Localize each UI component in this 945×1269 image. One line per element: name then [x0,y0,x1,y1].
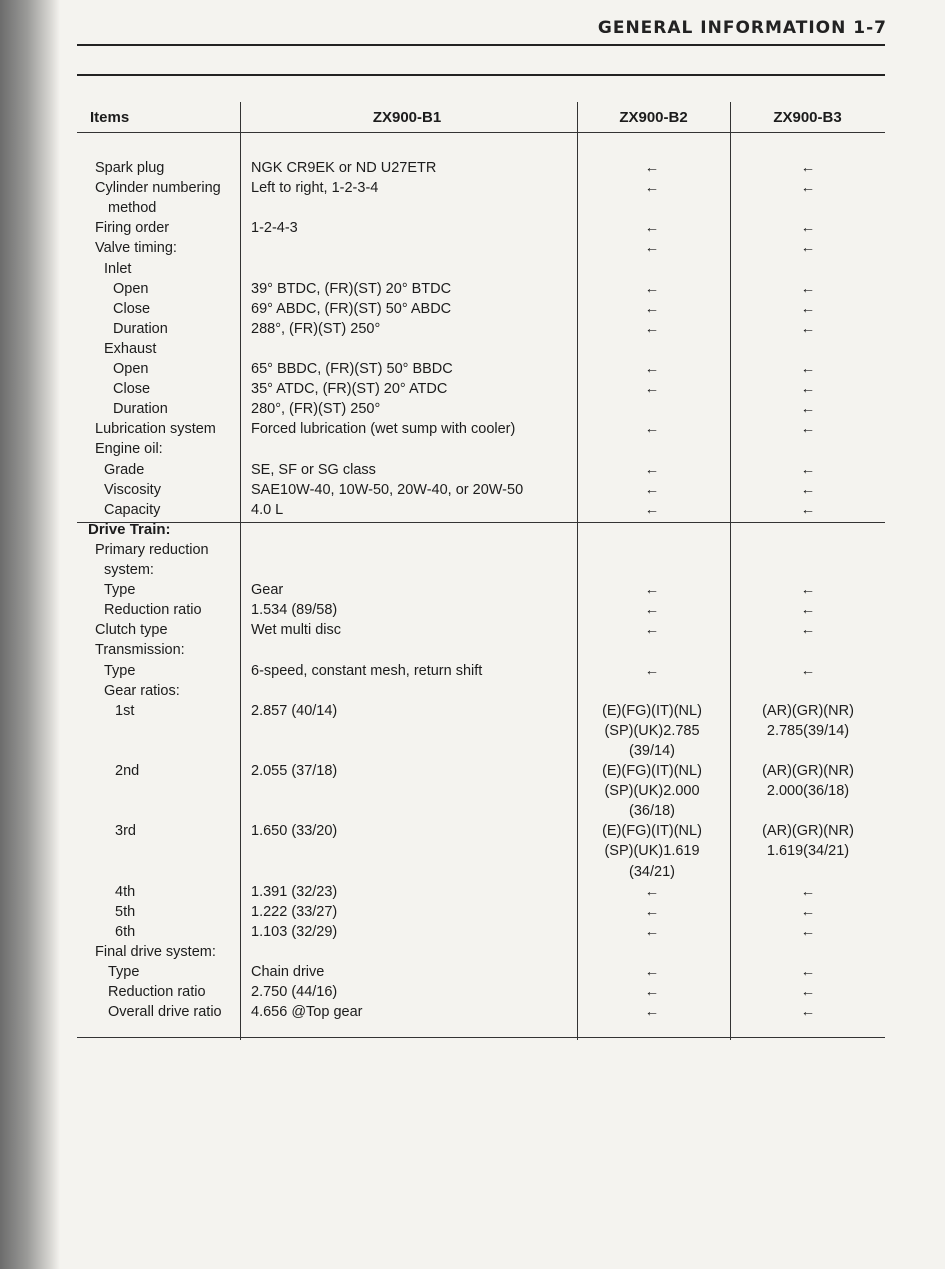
row-item: 1st [115,702,135,719]
row-value-b2: ← [644,501,660,518]
row-value-b1: 2.055 (37/18) [251,763,338,779]
row-value-b2: ← [644,883,660,900]
table-row [77,781,885,801]
row-value-b3: ← [800,903,816,920]
row-value-b3: 1.619(34/21) [766,843,850,860]
row-value-b1: Forced lubrication (wet sump with cooler) [251,421,516,438]
row-item: Close [113,381,151,398]
row-value-b2: ← [644,160,660,176]
row-item: Capacity [104,501,161,518]
table-row [77,238,885,258]
row-value-b2: (E)(FG)(IT)(NL) [602,823,702,840]
row-item: Clutch type [95,622,168,639]
table-row [77,520,885,540]
row-value-b1: 6-speed, constant mesh, return shift [251,662,483,679]
table-row [77,319,885,339]
row-value-b1: 35° ATDC, (FR)(ST) 20° ATDC [251,381,448,398]
row-value-b2: ← [644,582,660,599]
table-row [77,600,885,620]
row-value-b1: SAE10W-40, 10W-50, 20W-40, or 20W-50 [251,481,524,498]
row-item: 6th [115,923,136,940]
row-item: Type [104,662,136,679]
table-row [77,661,885,681]
row-item: Primary reduction [95,541,209,558]
table-row [77,480,885,500]
table-row [77,1002,885,1022]
row-item: Firing order [95,220,170,237]
row-value-b3: ← [800,220,816,237]
row-value-b3: ← [800,501,816,518]
row-value-b2: ← [644,923,660,940]
table-row [77,741,885,761]
header-divider [77,132,885,133]
row-value-b1: 1.534 (89/58) [251,602,338,619]
table-row [77,620,885,640]
table-top-rule [77,74,885,76]
row-value-b2: (39/14) [629,742,675,759]
row-value-b3: ← [800,481,816,498]
row-value-b3: ← [800,320,816,337]
row-value-b3: ← [800,421,816,438]
book-spine-shadow [0,0,60,1269]
row-item: Viscosity [104,481,161,498]
row-value-b2: ← [644,320,660,337]
row-item: Final drive system: [95,943,216,960]
table-row [77,882,885,902]
row-value-b3: ← [800,964,816,980]
row-value-b2: ← [644,964,660,980]
table-row [77,158,885,178]
row-value-b2: ← [644,180,660,197]
row-value-b1: SE, SF or SG class [251,461,376,478]
row-value-b1: 4.0 L [251,501,284,518]
table-row [77,560,885,580]
row-value-b3: ← [800,582,816,599]
row-value-b2: ← [644,361,660,377]
row-value-b2: ← [644,461,660,478]
row-value-b1: 1-2-4-3 [251,220,298,237]
row-value-b1: 1.222 (33/27) [251,903,338,920]
row-value-b2: (E)(FG)(IT)(NL) [602,763,702,779]
row-value-b3: 2.000(36/18) [766,783,850,800]
table-row [77,801,885,821]
row-value-b3: ← [800,160,816,176]
row-value-b1: 2.750 (44/16) [251,984,338,1001]
row-value-b1: NGK CR9EK or ND U27ETR [251,160,437,176]
row-value-b2: (SP)(UK)2.785 [604,722,700,739]
row-value-b1: 1.391 (32/23) [251,883,338,900]
table-row [77,942,885,962]
row-item: Grade [104,461,145,478]
row-value-b2: ← [644,481,660,498]
row-value-b1: 280°, (FR)(ST) 250° [251,401,381,418]
table-row [77,178,885,198]
row-value-b1: 288°, (FR)(ST) 250° [251,320,381,337]
table-row [77,841,885,861]
row-value-b1: Gear [251,582,284,599]
row-item: Cylinder numbering [95,180,221,197]
row-value-b2: ← [644,381,660,398]
row-item: Overall drive ratio [108,1004,222,1021]
table-row [77,540,885,560]
row-value-b1: 39° BTDC, (FR)(ST) 20° BTDC [251,280,452,297]
table-row [77,198,885,218]
row-value-b1: 2.857 (40/14) [251,702,338,719]
table-row [77,902,885,922]
table-row [77,218,885,238]
row-item: Spark plug [95,160,165,176]
table-row [77,339,885,359]
table-row [77,580,885,600]
row-item: Drive Train: [88,520,171,538]
row-item: Reduction ratio [104,602,202,619]
row-item: Gear ratios: [104,682,180,699]
row-item: Reduction ratio [108,984,206,1001]
row-value-b1: 65° BBDC, (FR)(ST) 50° BBDC [251,361,453,377]
row-value-b1: 4.656 @Top gear [251,1004,363,1021]
row-value-b3: ← [800,923,816,940]
row-value-b1: 1.650 (33/20) [251,823,338,840]
table-row [77,922,885,942]
row-value-b3: ← [800,1004,816,1021]
row-value-b2: (E)(FG)(IT)(NL) [602,702,702,719]
row-value-b3: (AR)(GR)(NR) [762,823,854,840]
row-value-b3: ← [800,622,816,639]
row-item: Duration [113,320,168,337]
specifications-table [77,100,885,1040]
row-item: Duration [113,401,168,418]
row-item: Lubrication system [95,421,216,438]
row-value-b3: ← [800,361,816,377]
col-header-b1: ZX900-B1 [372,109,442,126]
row-item: Engine oil: [95,441,163,458]
row-value-b2: (34/21) [629,863,675,880]
row-value-b2: (36/18) [629,803,675,820]
row-value-b1: Left to right, 1-2-3-4 [251,180,379,197]
row-value-b1: Chain drive [251,964,325,980]
table-row [77,460,885,480]
row-value-b1: 69° ABDC, (FR)(ST) 50° ABDC [251,300,452,317]
row-value-b2: ← [644,220,660,237]
row-value-b3: ← [800,401,816,418]
page-header: GENERAL INFORMATION 1-7 [597,18,887,38]
col-header-items: Items [90,109,130,126]
row-value-b3: ← [800,180,816,197]
row-value-b3: ← [800,381,816,398]
row-item: 3rd [115,823,136,840]
row-value-b2: ← [644,300,660,317]
table-row [77,359,885,379]
row-item: Type [108,964,140,980]
table-row [77,299,885,319]
row-value-b2: (SP)(UK)2.000 [604,783,700,800]
row-item: Close [113,300,151,317]
row-item: Open [113,361,149,377]
col-header-b2: ZX900-B2 [619,109,688,126]
table-bottom-rule [77,1037,885,1038]
row-value-b2: (SP)(UK)1.619 [604,843,700,860]
table-row [77,399,885,419]
table-row [77,640,885,660]
row-item: 4th [115,883,136,900]
row-item: Transmission: [95,642,185,659]
row-value-b3: ← [800,883,816,900]
row-value-b3: ← [800,240,816,257]
row-value-b2: ← [644,240,660,257]
row-value-b1: Wet multi disc [251,622,341,639]
row-value-b3: ← [800,280,816,297]
row-item: Valve timing: [95,240,177,257]
row-item: 5th [115,903,136,920]
row-item: Exhaust [104,340,157,357]
row-value-b2: ← [644,984,660,1001]
row-item: Open [113,280,149,297]
row-value-b2: ← [644,903,660,920]
table-row [77,862,885,882]
row-value-b3: 2.785(39/14) [766,722,850,739]
row-value-b2: ← [644,421,660,438]
row-item: Inlet [104,260,132,277]
table-row [77,821,885,841]
row-value-b3: ← [800,461,816,478]
table-row [77,259,885,279]
table-row [77,439,885,459]
header-rule [77,44,885,46]
table-row [77,982,885,1002]
row-value-b3: ← [800,602,816,619]
row-value-b2: ← [644,280,660,297]
table-row [77,279,885,299]
row-value-b3: ← [800,662,816,679]
col-header-b3: ZX900-B3 [773,109,842,126]
row-value-b1: 1.103 (32/29) [251,923,338,940]
table-row [77,962,885,982]
row-value-b3: (AR)(GR)(NR) [762,763,854,779]
table-row [77,419,885,439]
table-row [77,761,885,781]
row-value-b2: ← [644,1004,660,1021]
row-item: system: [104,562,154,578]
table-row [77,721,885,741]
row-value-b2: ← [644,662,660,679]
table-row [77,500,885,520]
table-row [77,379,885,399]
table-row [77,701,885,721]
row-value-b2: ← [644,622,660,639]
row-value-b3: (AR)(GR)(NR) [762,702,854,719]
row-item: method [108,200,157,217]
row-value-b2: ← [644,602,660,619]
row-item: 2nd [115,763,140,779]
row-value-b3: ← [800,300,816,317]
row-value-b3: ← [800,984,816,1001]
table-row [77,681,885,701]
row-item: Type [104,582,136,599]
